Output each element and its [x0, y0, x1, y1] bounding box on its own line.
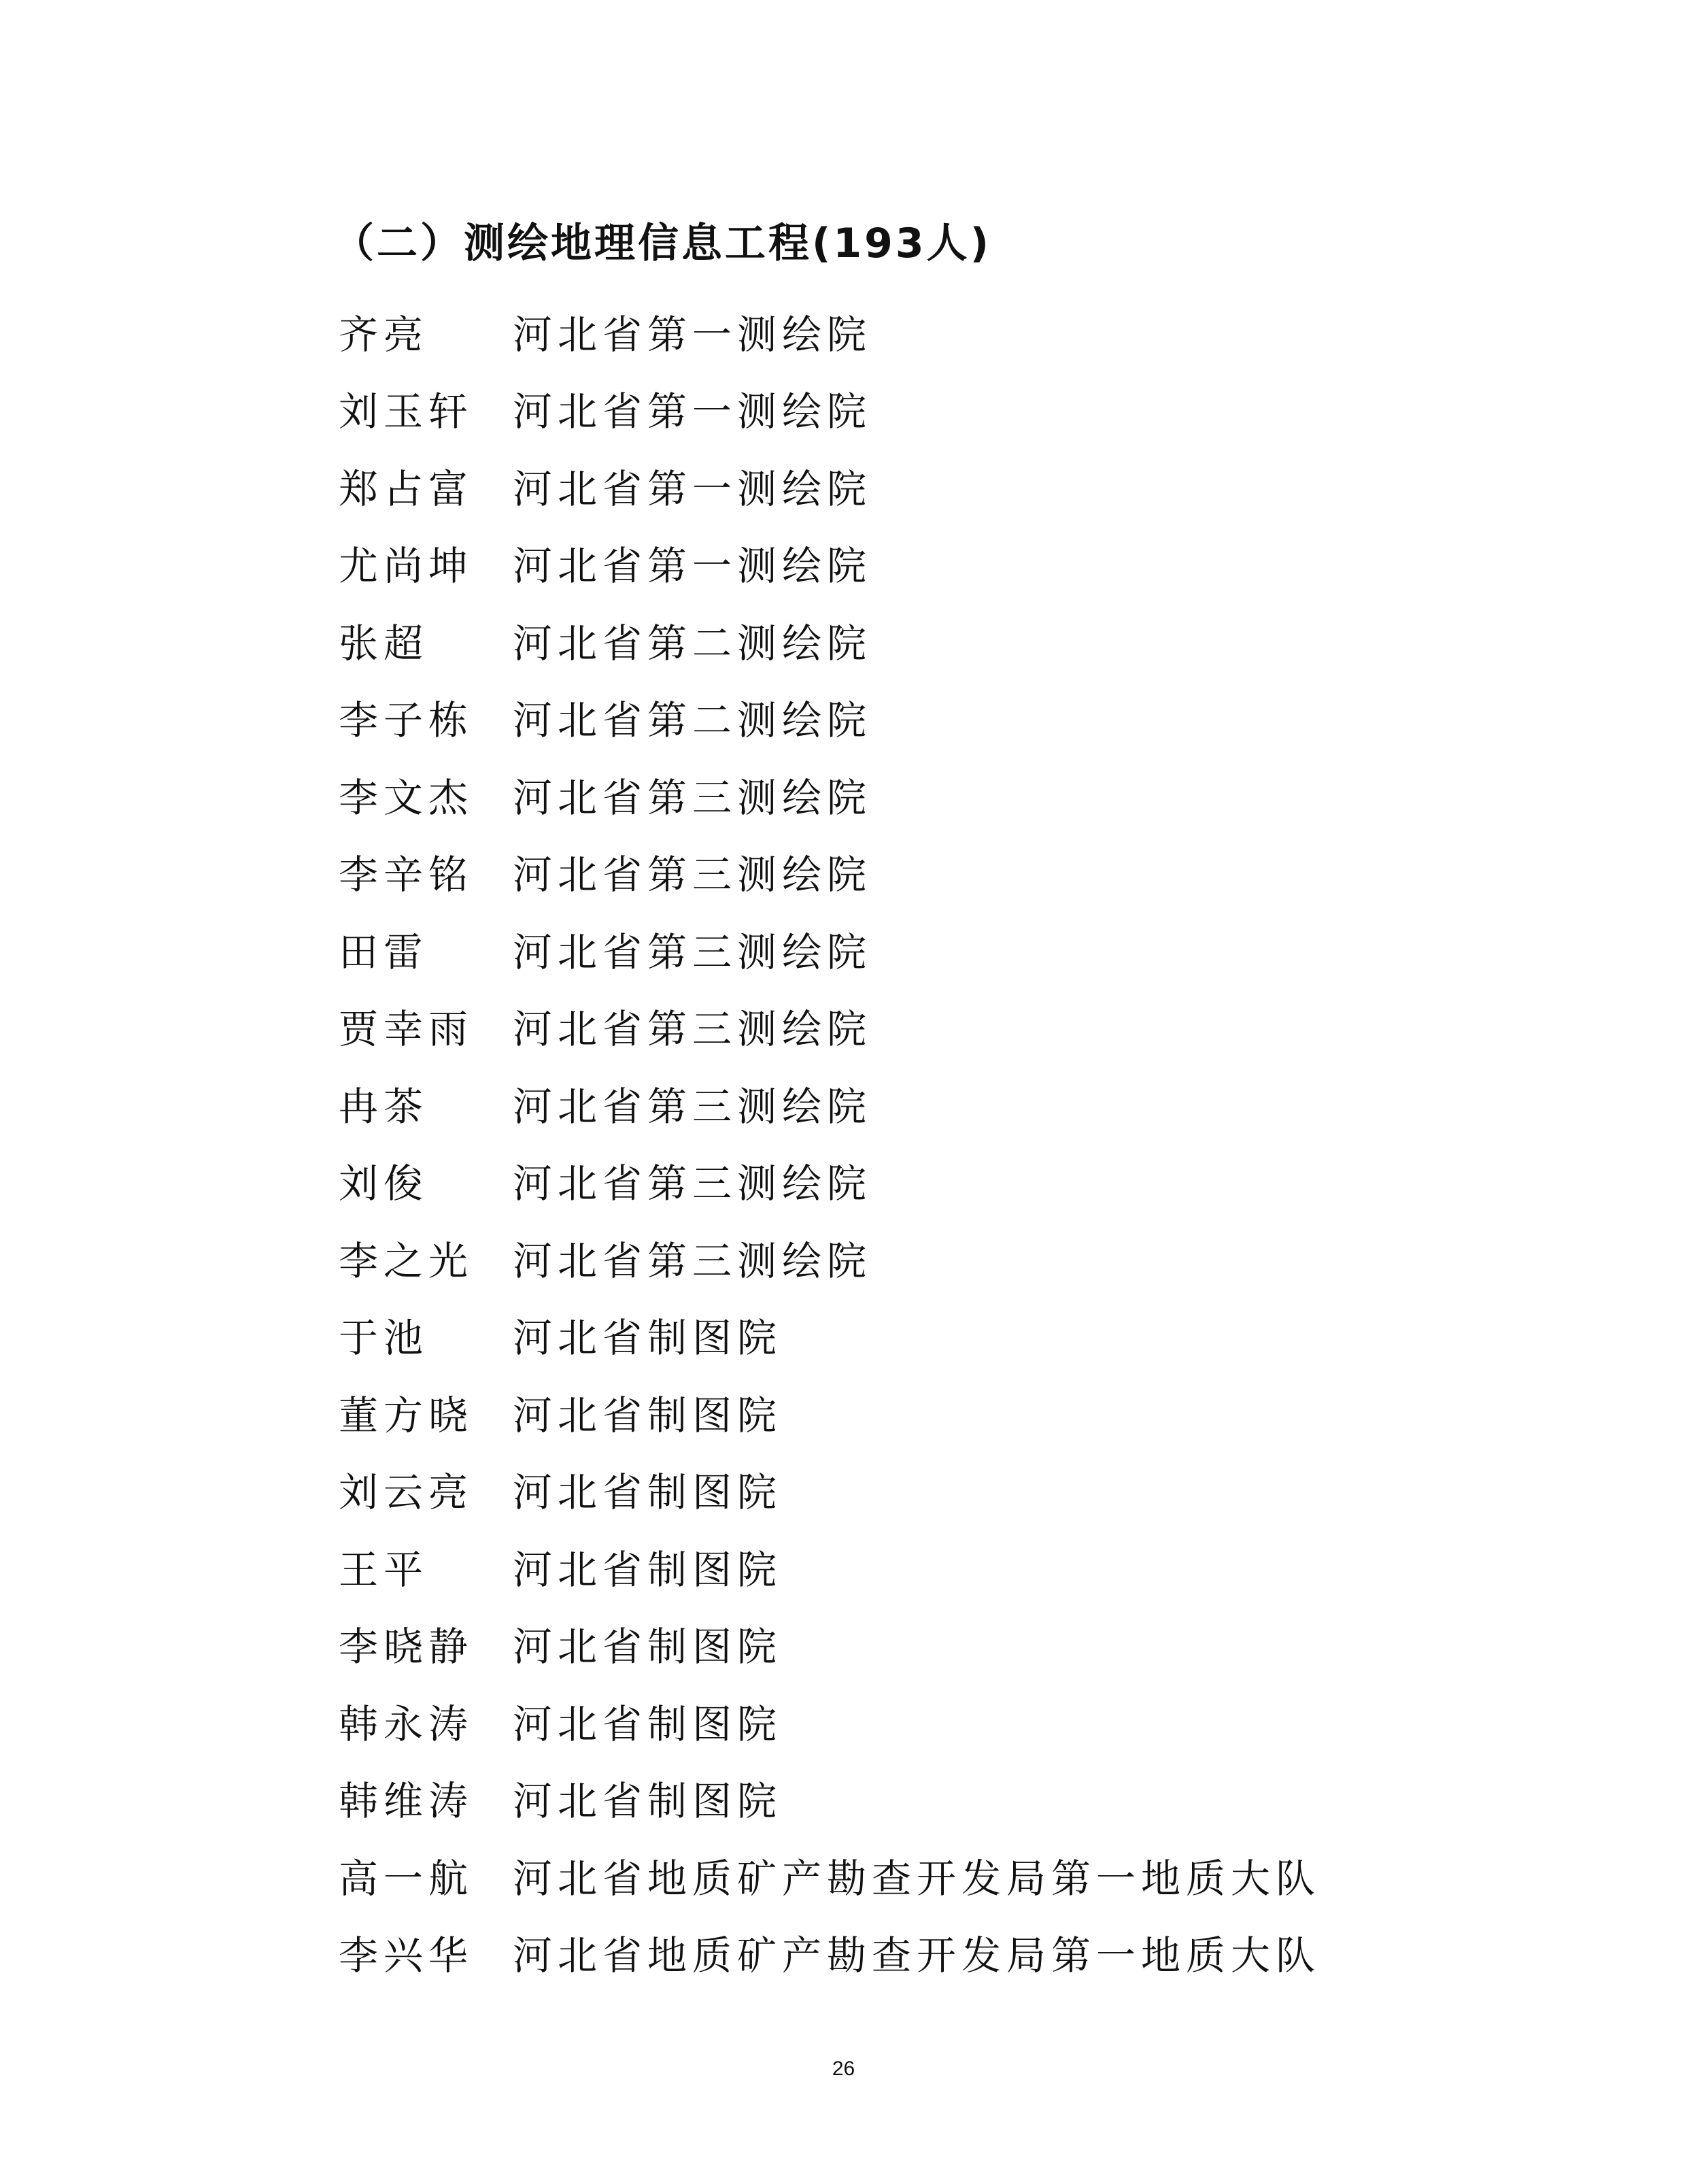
- list-item: [339, 833, 1320, 911]
- list-item: [339, 679, 1320, 756]
- organization: 河北省第三测绘院: [513, 852, 872, 898]
- organization: 河北省第一测绘院: [513, 388, 872, 435]
- section-title: （二）测绘地理信息工程(193人): [333, 220, 992, 267]
- personnel-list: [339, 292, 1320, 1991]
- organization: 河北省第三测绘院: [513, 1006, 872, 1053]
- list-item: [339, 1451, 1320, 1528]
- organization: 河北省第三测绘院: [513, 774, 872, 821]
- list-item: [339, 1836, 1320, 1914]
- list-item: [339, 370, 1320, 448]
- person-name: 李辛铭: [339, 852, 474, 898]
- list-item: [339, 292, 1320, 370]
- list-item: [339, 1605, 1320, 1683]
- person-name: 张超: [339, 620, 429, 667]
- list-item: [339, 1296, 1320, 1374]
- list-item: [339, 447, 1320, 524]
- page-number: 26: [832, 2057, 855, 2080]
- organization: 河北省制图院: [513, 1392, 783, 1439]
- person-name: 王平: [339, 1546, 429, 1593]
- organization: 河北省第三测绘院: [513, 928, 872, 975]
- list-item: [339, 1373, 1320, 1451]
- list-item: [339, 1914, 1320, 1992]
- organization: 河北省制图院: [513, 1624, 783, 1670]
- list-item: [339, 756, 1320, 833]
- organization: 河北省第三测绘院: [513, 1237, 872, 1284]
- list-item: [339, 988, 1320, 1065]
- list-item: [339, 1682, 1320, 1760]
- person-name: 韩永涛: [339, 1700, 474, 1747]
- person-name: 李兴华: [339, 1932, 474, 1979]
- list-item: [339, 1528, 1320, 1605]
- person-name: 李晓静: [339, 1624, 474, 1670]
- person-name: 高一航: [339, 1855, 474, 1902]
- organization: 河北省第一测绘院: [513, 543, 872, 590]
- organization: 河北省地质矿产勘查开发局第一地质大队: [513, 1855, 1321, 1902]
- person-name: 齐亮: [339, 311, 429, 358]
- organization: 河北省第二测绘院: [513, 697, 872, 744]
- person-name: 韩维涛: [339, 1778, 474, 1825]
- organization: 河北省第三测绘院: [513, 1160, 872, 1207]
- organization: 河北省第一测绘院: [513, 465, 872, 512]
- person-name: 郑占富: [339, 465, 474, 512]
- person-name: 李之光: [339, 1237, 474, 1284]
- organization: 河北省地质矿产勘查开发局第一地质大队: [513, 1932, 1321, 1979]
- list-item: [339, 601, 1320, 679]
- person-name: 刘玉轩: [339, 388, 474, 435]
- person-name: 贾幸雨: [339, 1006, 474, 1053]
- organization: 河北省第一测绘院: [513, 311, 872, 358]
- organization: 河北省第三测绘院: [513, 1083, 872, 1130]
- person-name: 田雷: [339, 928, 429, 975]
- organization: 河北省制图院: [513, 1469, 783, 1516]
- list-item: [339, 524, 1320, 602]
- organization: 河北省制图院: [513, 1778, 783, 1825]
- person-name: 尤尚坤: [339, 543, 474, 590]
- person-name: 李子栋: [339, 697, 474, 744]
- list-item: [339, 1219, 1320, 1296]
- person-name: 李文杰: [339, 774, 474, 821]
- list-item: [339, 1142, 1320, 1220]
- list-item: [339, 1760, 1320, 1837]
- person-name: 刘俊: [339, 1160, 429, 1207]
- list-item: [339, 910, 1320, 988]
- person-name: 冉茶: [339, 1083, 429, 1130]
- list-item: [339, 1064, 1320, 1142]
- person-name: 于池: [339, 1315, 429, 1362]
- person-name: 董方晓: [339, 1392, 474, 1439]
- organization: 河北省第二测绘院: [513, 620, 872, 667]
- organization: 河北省制图院: [513, 1315, 783, 1362]
- person-name: 刘云亮: [339, 1469, 474, 1516]
- organization: 河北省制图院: [513, 1700, 783, 1747]
- organization: 河北省制图院: [513, 1546, 783, 1593]
